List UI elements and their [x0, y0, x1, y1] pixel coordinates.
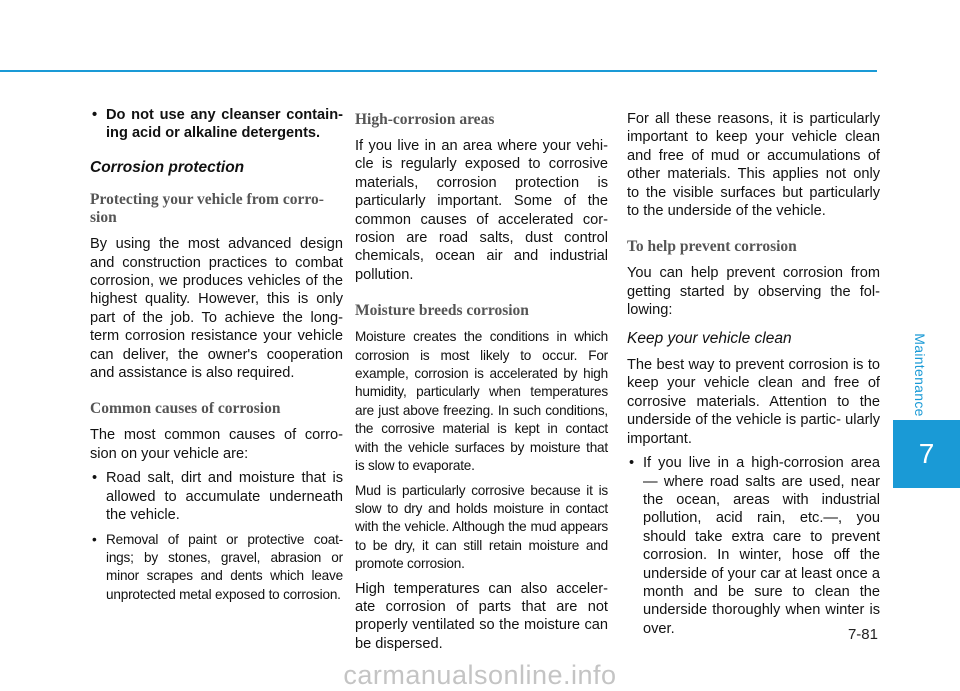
- section-number: 7: [918, 438, 935, 469]
- paragraph-common-causes: The most common causes of corro- sion on your vehicle are:: [90, 427, 343, 462]
- watermark: carmanualsonline.info: [343, 660, 617, 690]
- paragraph-high-corrosion: If you live in an area where your vehi- cle is regularly exposed to corrosive materials, corrosion protection is particularly important. Some of the common causes of accelerated cor- rosion are road salts, dust control chemicals, ocean air and industrial pollution.: [355, 138, 608, 283]
- section-side-label: [908, 330, 932, 420]
- column-1: [90, 106, 343, 610]
- page-number: 7-81: [847, 626, 878, 643]
- section-label-text: Maintenance: [912, 333, 928, 417]
- bullet-road-salt: • Road salt, dirt and moisture that is allowed to accumulate underneath the vehicle.: [90, 469, 343, 524]
- subheading-help-prevent: To help prevent corrosion: [627, 238, 797, 256]
- bullet-removal-paint: • Removal of paint or protective coat- ings; by stones, gravel, abrasion or minor scrapes and dents which leave unprotected metal exposed to corrosion.: [90, 531, 343, 605]
- heading-keep-clean: Keep your vehicle clean: [627, 329, 792, 347]
- column-3: [627, 110, 880, 644]
- bullet-cleanser-warning: • Do not use any cleanser contain- ing acid or alkaline detergents.: [90, 106, 343, 143]
- paragraph-protecting: By using the most advanced design and construction practices to combat corrosion, we produces vehicles of the highest quality. However, this is only part of the job. To achieve the long-term corrosion resistance your vehicle can deliver, the owner's cooperation and assistance is also required.: [90, 236, 343, 382]
- column-2: [355, 111, 608, 659]
- bullet-high-corrosion-area: • If you live in a high-corrosion area — where road salts are used, near the ocean, areas with industrial pollution, acid rain, etc.—, you should take extra care to prevent corrosion. In winter, hose off the underside of your car at least once a month and be sure to clean the underside thoroughly when winter is over.: [627, 454, 880, 638]
- paragraph-moisture-3: High temperatures can also acceler- ate corrosion of parts that are not properly ventilated so the moisture can be dispersed.: [355, 580, 608, 652]
- paragraph-reasons: For all these reasons, it is particularly important to keep your vehicle clean and free of mud or accumulations of other materials. This applies not only to the visible surfaces but particularly to the underside of the vehicle.: [627, 111, 880, 220]
- heading-corrosion-protection: Corrosion protection: [90, 158, 245, 176]
- section-tab: [893, 420, 960, 488]
- subheading-common-causes: Common causes of corrosion: [90, 400, 281, 418]
- paragraph-moisture-2: Mud is particularly corrosive because it is slow to dry and holds moisture in contact with the vehicle. Although the mud appears to be dry, it can still retain moisture and promote corrosion.: [355, 482, 608, 572]
- subheading-protecting-vehicle: Protecting your vehicle from corro- sion: [90, 191, 324, 227]
- paragraph-help-prevent: You can help prevent corrosion from getting started by observing the fol- lowing:: [627, 265, 880, 319]
- header-rule: [0, 70, 877, 72]
- subheading-moisture: Moisture breeds corrosion: [355, 302, 529, 320]
- subheading-high-corrosion-areas: High-corrosion areas: [355, 111, 495, 128]
- paragraph-keep-clean: The best way to prevent corrosion is to keep your vehicle clean and free of corrosive materials. Attention to the underside of the vehicle is partic- ularly important.: [627, 357, 880, 447]
- paragraph-moisture-1: Moisture creates the conditions in which corrosion is most likely to occur. For example, corrosion is accelerated by high humidity, particularly when temperatures are just above freezing. In such conditions, the corrosive material is kept in contact with the vehicle surfaces by moisture that is slow to evaporate.: [355, 329, 608, 474]
